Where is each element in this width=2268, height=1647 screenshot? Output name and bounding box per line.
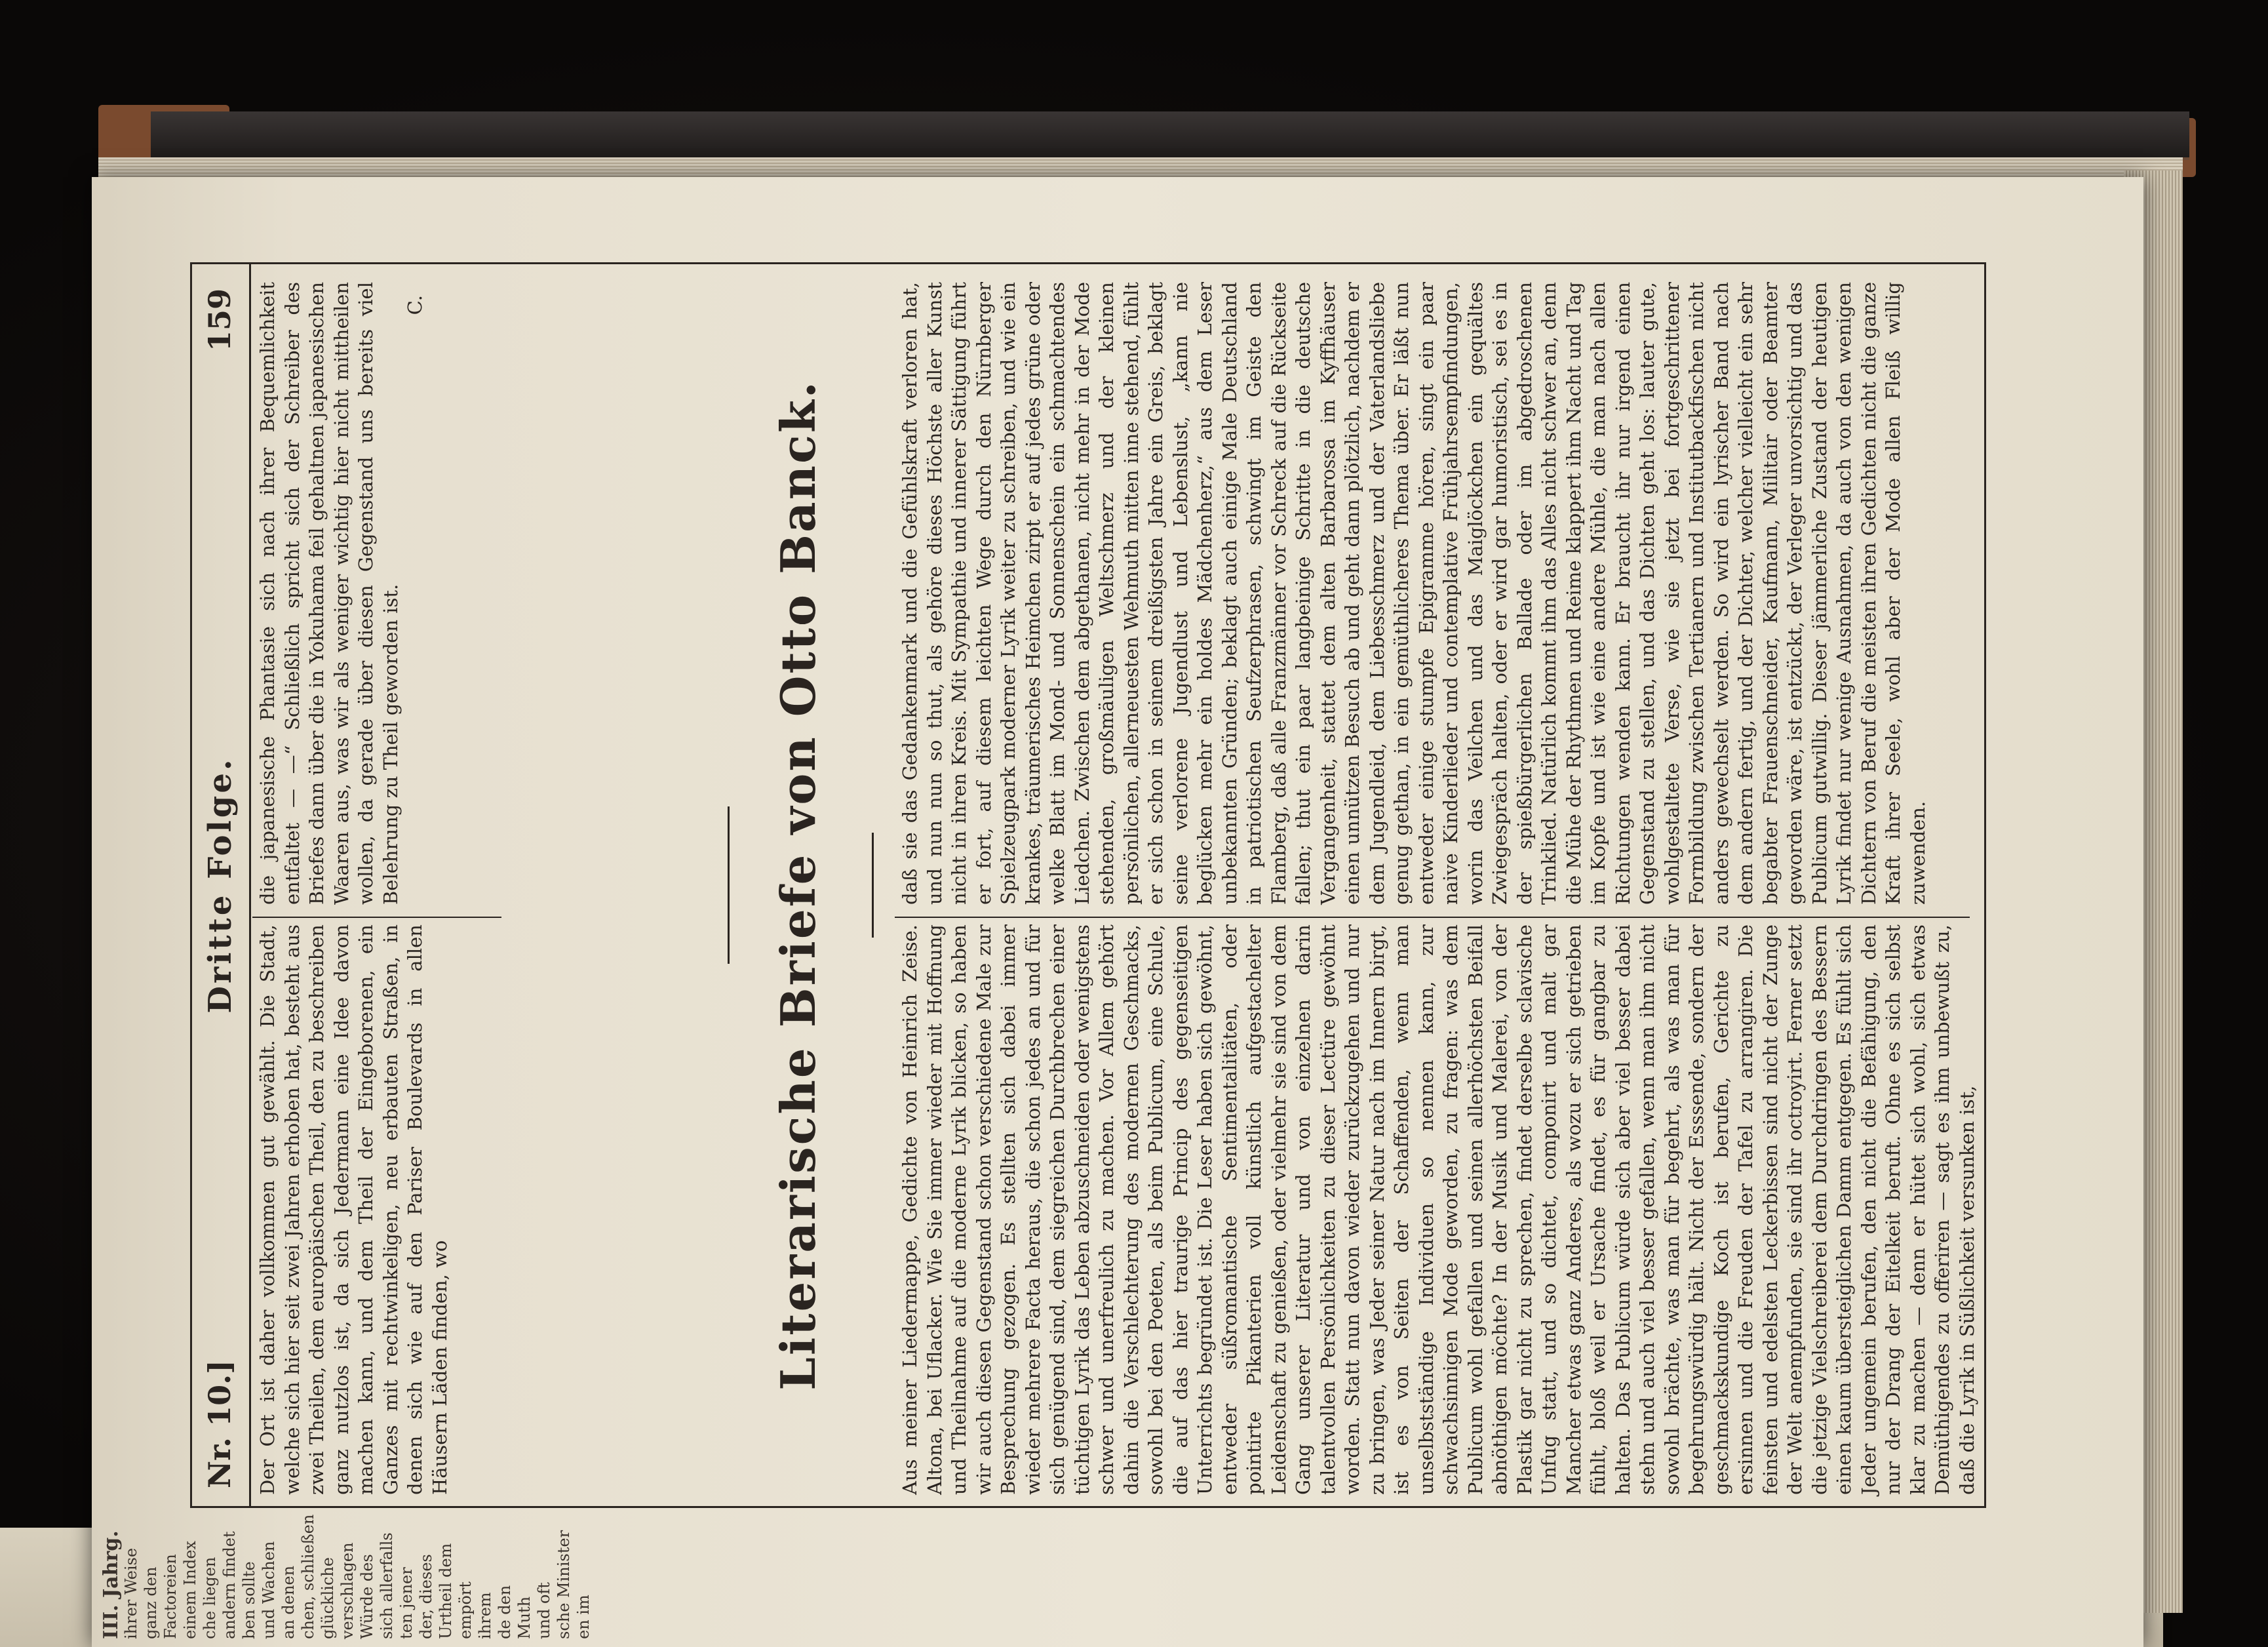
previous-page-line: ben sollte (240, 1561, 258, 1639)
previous-page-line: en im (574, 1595, 593, 1639)
page-number: 159 (202, 288, 237, 352)
book-spine (151, 111, 2189, 160)
previous-page-line: und Wachen (260, 1541, 278, 1639)
previous-page-line: empört (456, 1581, 475, 1639)
article-title: Literarische Briefe von Otto Banck. (770, 380, 826, 1391)
previous-page-line: der, dieses (417, 1554, 435, 1639)
page-content (190, 262, 1986, 1508)
previous-page-line: ganz den (142, 1566, 160, 1639)
previous-page-line: chen, schließen (299, 1514, 317, 1639)
previous-page-line: sich allerfalls (378, 1532, 396, 1639)
column-divider-top (252, 917, 501, 918)
previous-page-line: sche Minister (555, 1530, 573, 1639)
column-divider-article (895, 917, 1970, 918)
signature: C. (404, 295, 426, 315)
previous-page-line: Urtheil dem (437, 1543, 455, 1639)
previous-page-line: ihrem (476, 1592, 494, 1639)
series-title: Dritte Folge. (202, 757, 239, 1014)
previous-page-line: Factoreien (161, 1554, 180, 1639)
article-column-right: daß sie das Gedankenmark und die Gefühlskraft verloren hat, und nun nun so thut, als gehöre dieses Höchste aller Kunst nicht in ihren Kreis. Mit Sympathie und innerer Sättigung führt er fort, auf diesem leichten Wege durch den Nürnberger Spielzeugpark moderner Lyrik weiter zu schreiben, und wie ein krankes, träumerisches Heimchen zirpt er auf jedes grüne oder welke Blatt im Mond- und Sonnenschein ein schmachtendes Liedchen. Zwischen dem abgethanen, nicht mehr in der Mode stehenden, großmäuligen Weltschmerz und der kleinen persönlichen, allerneuesten Wehmuth mitten inne stehend, fühlt er sich schon in seinem dreißigsten Jahre ein Greis, beklagt seine verlorene Jugendlust und Lebenslust, „kann nie beglücken mehr ein holdes Mädchenherz,“ aus dem Leser unbekannten Gründen; beklagt auch einige Male Deutschland in patriotischen Seufzerphrasen, schwingt im Geiste den Flamberg, daß alle Franzmänner vor Schreck auf die Rückseite fallen; thut ein paar langbeinige Schritte in die deutsche Vergangenheit, stattet dem alten Barbarossa im Kyffhäuser einen unnützen Besuch ab und geht dann plötzlich, nachdem er dem Jugendleid, dem Liebesschmerz und der Vaterlandsliebe genug gethan, in ein gemüthlicheres Thema über. Er läßt nun entweder einige stumpfe Epigramme hören, singt ein paar naive Kinderlieder und contemplative Frühjahrsempfindungen, worin das Veilchen und das Maiglöckchen ein gequältes Zwiegespräch halten, oder er wird gar humoristisch, sei es in der spießbürgerlichen Ballade oder im abgedroschenen Trinklied. Natürlich kommt ihm das Alles nicht schwer an, denn die Mühe der Rhythmen und Reime klappert ihm Nacht und Tag im Kopfe und ist wie eine andere Mühle, die man nach allen Richtungen wenden kann. Er braucht ihr nur irgend einen Gegenstand zu stellen, und das Dichten geht los: lauter gute, wohlgestaltete Verse, wie sie jetzt bei fortgeschrittener Formbildung zwischen Tertianern und Institutbackfischen nicht anders gewechselt werden. So wird ein lyrischer Band nach dem andern fertig, und der Dichter, welcher vielleicht ein sehr begabter Frauenschneider, Kaufmann, Militair oder Beamter geworden wäre, ist entzückt, der Verleger unvorsichtig und das Publicum gutwillig. Dieser jämmerliche Zustand der heutigen Lyrik findet nur wenige Ausnahmen, da auch von den wenigen Dichtern von Beruf die meisten ihren Gedichten nicht die ganze Kraft ihrer Seele, wohl aber der Mode allen Fleiß willig zuwenden. (899, 282, 1929, 905)
top-column-right (256, 282, 428, 905)
previous-page-line: che liegen (201, 1557, 219, 1639)
section-divider (728, 806, 730, 964)
previous-page-line: glückliche (319, 1557, 337, 1639)
previous-page-line: verschlagen (338, 1542, 357, 1639)
previous-page-line: Muth (515, 1596, 534, 1639)
title-underline (872, 833, 874, 938)
previous-page-line: Würde des (358, 1554, 376, 1639)
top-column-left: Der Ort ist daher vollkommen gut gewählt. Die Stadt, welche sich hier seit zwei Jahren erhoben hat, besteht aus zwei Theilen, dem europäischen Theil, den zu beschreiben ganz nutzlos ist, da sich Jedermann eine Idee davon machen kann, und dem Theil der Eingeborenen, ein Ganzes mit rechtwinkeligen, neu erbauten Straßen, in denen sich wie auf den Pariser Boulevards in allen Häusern Läden finden, wo (256, 924, 451, 1495)
previous-page-line: ten jener (397, 1567, 416, 1639)
article-column-left: Aus meiner Liedermappe, Gedichte von Heinrich Zeise. Altona, bei Uflacker. Wie Sie immer wieder mit Hoffnung und Theilnahme auf die moderne Lyrik blicken, so haben wir auch diesen Gegenstand schon verschiedene Male zur Besprechung gezogen. Es stellten sich dabei immer wieder mehrere Facta heraus, die schon jedes an und für sich genügend sind, dem siegreichen Durchbrechen einer tüchtigen Lyrik das Leben abzuschneiden oder wenigstens schwer und unerfreulich zu machen. Vor Allem gehört dahin die Verschlechterung des modernen Geschmacks, sowohl bei den Poeten, als beim Publicum, eine Schule, die auf das hier traurige Princip des gegenseitigen Unterrichts begründet ist. Die Leser haben sich gewöhnt, entweder süßromantische Sentimentalitäten, oder pointirte Pikanterien voll künstlich aufgestachelter Leidenschaft zu genießen, oder vielmehr sie sind von dem Gang unserer Literatur und von einzelnen darin talentvollen Persönlichkeiten zu dieser Lectüre gewöhnt worden. Statt nun davon wieder zurückzugehen und nur zu bringen, was Jeder seiner Natur nach im Innern birgt, ist es von Seiten der Schaffenden, wenn man unselbstständige Individuen so nennen kann, zur schwachsinnigen Mode geworden, zu fragen: was dem Publicum wohl gefallen und seinen allerhöchsten Beifall abnöthigen möchte? In der Musik und Malerei, von der Plastik gar nicht zu sprechen, findet derselbe sclavische Unfug statt, und so dichtet, componirt und malt gar Mancher etwas ganz Anderes, als wozu er sich getrieben fühlt, bloß weil er Ursache findet, es für gangbar zu halten. Das Publicum würde sich aber viel besser dabei stehn und auch viel besser gefallen, wenn man ihm nicht sowohl brächte, was man für begehrt, als was man für begehrungswürdig hält. Nicht der Esssende, sondern der geschmackskundige Koch ist berufen, Gerichte zu ersinnen und die Freuden der Tafel zu arrangiren. Die feinsten und edelsten Leckerbissen sind nicht der Zunge der Welt anempfunden, sie sind ihr octroyirt. Ferner setzt die jetzige Vielschreiberei dem Durchdringen des Bessern einen kaum übersteiglichen Damm entgegen. Es fühlt sich Jeder ungemein berufen, den nicht die Befähigung, den nur der Drang der Eitelkeit beruft. Ohne es sich selbst klar zu machen — denn er hütet sich wohl, sich etwas Demüthigendes zu offeriren — sagt es ihm unbewußt zu, daß die Lyrik in Süßlichkeit versunken ist, (899, 924, 1978, 1495)
top-column-right-text: die japanesische Phantasie sich nach ihrer Bequemlichkeit entfaltet — —“ Schließlich spricht sich der Schreiber des Briefes dann über die in Yokuhama feil gehaltnen japanesischen Waaren aus, was wir als weniger wichtig hier nicht mittheilen wollen, da gerade über diesen Gegenstand uns bereits viel Belehrung zu Theil geworden ist. (256, 282, 402, 905)
previous-page-header: III. Jahrg. (100, 1530, 123, 1639)
previous-page-line: einem Index (181, 1541, 199, 1639)
page-header (190, 262, 251, 1508)
previous-page-line: an denen (279, 1565, 298, 1639)
previous-page-line: de den (496, 1585, 514, 1639)
previous-page-line: andern findet (220, 1531, 239, 1639)
issue-number: Nr. 10.] (202, 1360, 237, 1488)
previous-page-line: und oft (535, 1582, 553, 1639)
previous-page-line: ihrer Weise (122, 1547, 140, 1639)
